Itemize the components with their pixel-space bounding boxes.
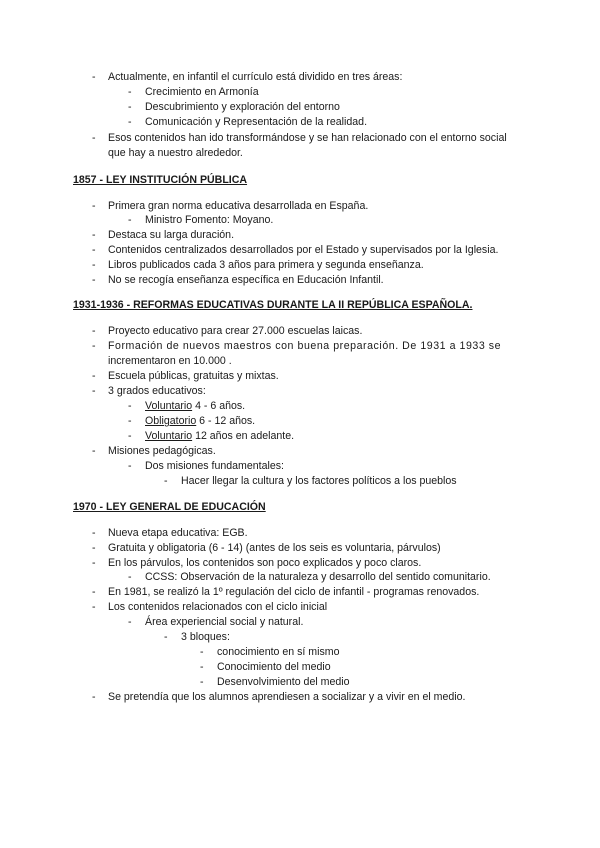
grade-range: 4 - 6 años. bbox=[192, 400, 246, 412]
bullet-dash: - bbox=[92, 340, 96, 352]
list-item-text: En 1981, se realizó la 1º regulación del ciclo de infantil - programas renovados. bbox=[108, 586, 480, 598]
list-item-text: Actualmente, en infantil el currículo está dividido en tres áreas: bbox=[108, 71, 403, 83]
list-item-text: Formación de nuevos maestros con buena preparación. De 1931 a 1933 se bbox=[108, 340, 502, 352]
bullet-dash: - bbox=[128, 101, 132, 113]
bullet-dash: - bbox=[128, 400, 132, 412]
list-item-text: Gratuita y obligatoria (6 - 14) (antes de los seis es voluntaria, párvulos) bbox=[108, 542, 441, 554]
list-item-text: Destaca su larga duración. bbox=[108, 229, 235, 241]
grade-label: Voluntario bbox=[145, 430, 193, 442]
list-item-text: Nueva etapa educativa: EGB. bbox=[108, 527, 248, 539]
section-heading: 1970 - LEY GENERAL DE EDUCACIÓN bbox=[73, 501, 266, 513]
grade-label: Voluntario bbox=[145, 400, 193, 412]
bullet-dash: - bbox=[128, 86, 132, 98]
bullet-dash: - bbox=[128, 571, 132, 583]
bullet-dash: - bbox=[128, 616, 132, 628]
bullet-dash: - bbox=[92, 200, 96, 212]
list-item-text: Primera gran norma educativa desarrollada en España. bbox=[108, 200, 369, 212]
bullet-dash: - bbox=[92, 132, 96, 144]
bullet-dash: - bbox=[92, 586, 96, 598]
list-item-text: Hacer llegar la cultura y los factores políticos a los pueblos bbox=[181, 475, 457, 487]
list-item-text: Escuela públicas, gratuitas y mixtas. bbox=[108, 370, 279, 382]
bullet-dash: - bbox=[92, 691, 96, 703]
bullet-dash: - bbox=[92, 527, 96, 539]
list-item-text: Crecimiento en Armonía bbox=[145, 86, 259, 98]
list-item-text: Descubrimiento y exploración del entorno bbox=[145, 101, 340, 113]
list-item-text: Desenvolvimiento del medio bbox=[217, 676, 350, 688]
list-item-text bbox=[145, 414, 255, 429]
list-item-text: No se recogía enseñanza específica en Educación Infantil. bbox=[108, 274, 384, 286]
bullet-dash: - bbox=[164, 631, 168, 643]
list-item-text bbox=[145, 399, 245, 414]
bullet-dash: - bbox=[92, 229, 96, 241]
list-item-text: Comunicación y Representación de la realidad. bbox=[145, 116, 368, 128]
list-item-text: En los párvulos, los contenidos son poco explicados y poco claros. bbox=[108, 557, 422, 569]
bullet-dash: - bbox=[92, 445, 96, 457]
bullet-dash: - bbox=[128, 116, 132, 128]
bullet-dash: - bbox=[128, 415, 132, 427]
bullet-dash: - bbox=[200, 661, 204, 673]
list-item-text: Ministro Fomento: Moyano. bbox=[145, 214, 274, 226]
list-item-text: Los contenidos relacionados con el ciclo inicial bbox=[108, 601, 328, 613]
bullet-dash: - bbox=[200, 676, 204, 688]
list-item-text: Área experiencial social y natural. bbox=[145, 616, 304, 628]
bullet-dash: - bbox=[128, 430, 132, 442]
list-item-text: Proyecto educativo para crear 27.000 escuelas laicas. bbox=[108, 325, 363, 337]
bullet-dash: - bbox=[92, 244, 96, 256]
bullet-dash: - bbox=[92, 557, 96, 569]
grade-range: 6 - 12 años. bbox=[196, 415, 256, 427]
grade-range: 12 años en adelante. bbox=[192, 430, 295, 442]
list-item-text: Esos contenidos han ido transformándose y se han relacionado con el entorno social bbox=[108, 132, 507, 144]
bullet-dash: - bbox=[92, 325, 96, 337]
list-item-text: Misiones pedagógicas. bbox=[108, 445, 216, 457]
list-item-text bbox=[145, 429, 294, 444]
bullet-dash: - bbox=[92, 71, 96, 83]
list-item-text: Conocimiento del medio bbox=[217, 661, 331, 673]
list-item-text: 3 grados educativos: bbox=[108, 385, 206, 397]
list-item-text: que hay a nuestro alrededor. bbox=[108, 147, 243, 159]
list-item-text: incrementaron en 10.000 . bbox=[108, 355, 232, 367]
bullet-dash: - bbox=[92, 370, 96, 382]
bullet-dash: - bbox=[92, 274, 96, 286]
list-item-text: 3 bloques: bbox=[181, 631, 230, 643]
section-heading: 1857 - LEY INSTITUCIÓN PÚBLICA bbox=[73, 174, 248, 186]
bullet-dash: - bbox=[128, 460, 132, 472]
bullet-dash: - bbox=[92, 385, 96, 397]
bullet-dash: - bbox=[92, 542, 96, 554]
bullet-dash: - bbox=[92, 601, 96, 613]
list-item-text: Dos misiones fundamentales: bbox=[145, 460, 284, 472]
grade-label: Obligatorio bbox=[145, 415, 197, 427]
section-heading: 1931-1936 - REFORMAS EDUCATIVAS DURANTE LA II REPÚBLICA ESPAÑOLA. bbox=[73, 299, 473, 311]
list-item-text: Contenidos centralizados desarrollados por el Estado y supervisados por la Iglesia. bbox=[108, 244, 499, 256]
bullet-dash: - bbox=[200, 646, 204, 658]
list-item-text: Se pretendía que los alumnos aprendiesen a socializar y a vivir en el medio. bbox=[108, 691, 466, 703]
bullet-dash: - bbox=[164, 475, 168, 487]
bullet-dash: - bbox=[128, 214, 132, 226]
bullet-dash: - bbox=[92, 259, 96, 271]
list-item-text: CCSS: Observación de la naturaleza y desarrollo del sentido comunitario. bbox=[145, 571, 491, 583]
list-item-text: conocimiento en sí mismo bbox=[217, 646, 340, 658]
list-item-text: Libros publicados cada 3 años para primera y segunda enseñanza. bbox=[108, 259, 424, 271]
